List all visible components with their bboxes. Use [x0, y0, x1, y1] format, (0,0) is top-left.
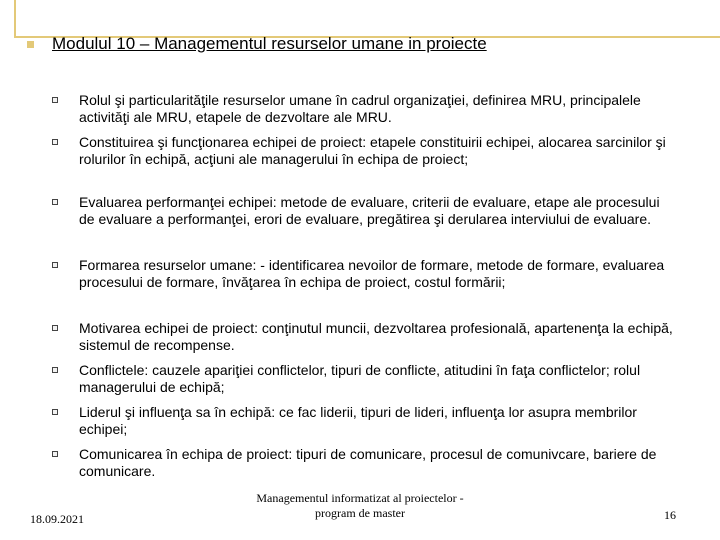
decorative-vertical-line — [14, 0, 16, 36]
list-item-text: Conflictele: cauzele apariţiei conflictelor, tipuri de conflicte, atitudini în faţa conflictelor; rolul managerului de echipă; — [79, 362, 641, 395]
square-bullet-icon — [52, 97, 58, 103]
square-bullet-icon — [52, 262, 58, 268]
page-number: 16 — [664, 508, 676, 522]
list-item-text: Formarea resurselor umane: - identificarea nevoilor de formare, metode de formare, evaluarea procesului de formare, învăţarea în echipa de proiect, costul formării; — [79, 257, 665, 290]
square-bullet-icon — [52, 451, 58, 457]
square-bullet-icon — [52, 409, 58, 415]
square-bullet-icon — [52, 325, 58, 331]
list-item-text: Motivarea echipei de proiect: conţinutul muncii, dezvoltarea profesională, apartenenţa la echipă, sistemul de recompense. — [79, 320, 673, 353]
footer-course-title — [230, 491, 490, 521]
list-item-text: Constituirea şi funcţionarea echipei de proiect: etapele constituirii echipei, alocarea sarcinilor şi rolurilor în echipă, acţiuni ale managerului în echipa de proiect; — [79, 134, 666, 167]
slide-title: Modulul 10 – Managementul resurselor umane in proiecte — [52, 34, 487, 53]
list-item-text: Liderul şi influenţa sa în echipă: ce fac liderii, tipuri de lideri, influenţa lor asupra membrilor echipei; — [79, 404, 637, 437]
square-bullet-icon — [52, 199, 58, 205]
footer-date: 18.09.2021 — [30, 512, 84, 526]
list-item-text: Evaluarea performanţei echipei: metode de evaluare, criterii de evaluare, etape ale procesului de evaluare a performanţei, erori de evaluare, pregătirea şi derularea interviului de evaluare. — [79, 194, 660, 227]
list-item-text: Comunicarea în echipa de proiect: tipuri de comunicare, procesul de comunivcare, bariere de comunicare. — [79, 446, 657, 479]
list-item-text: Rolul şi particularităţile resurselor umane în cadrul organizaţiei, definirea MRU, principalele activităţi ale MRU, etapele de dezvoltare ale MRU. — [79, 92, 641, 125]
title-square-bullet-icon — [27, 41, 34, 48]
square-bullet-icon — [52, 367, 58, 373]
footer-course-line-2: program de master — [315, 506, 405, 520]
square-bullet-icon — [52, 139, 58, 145]
footer-course-line-1: Managementul informatizat al proiectelor - — [256, 491, 464, 505]
